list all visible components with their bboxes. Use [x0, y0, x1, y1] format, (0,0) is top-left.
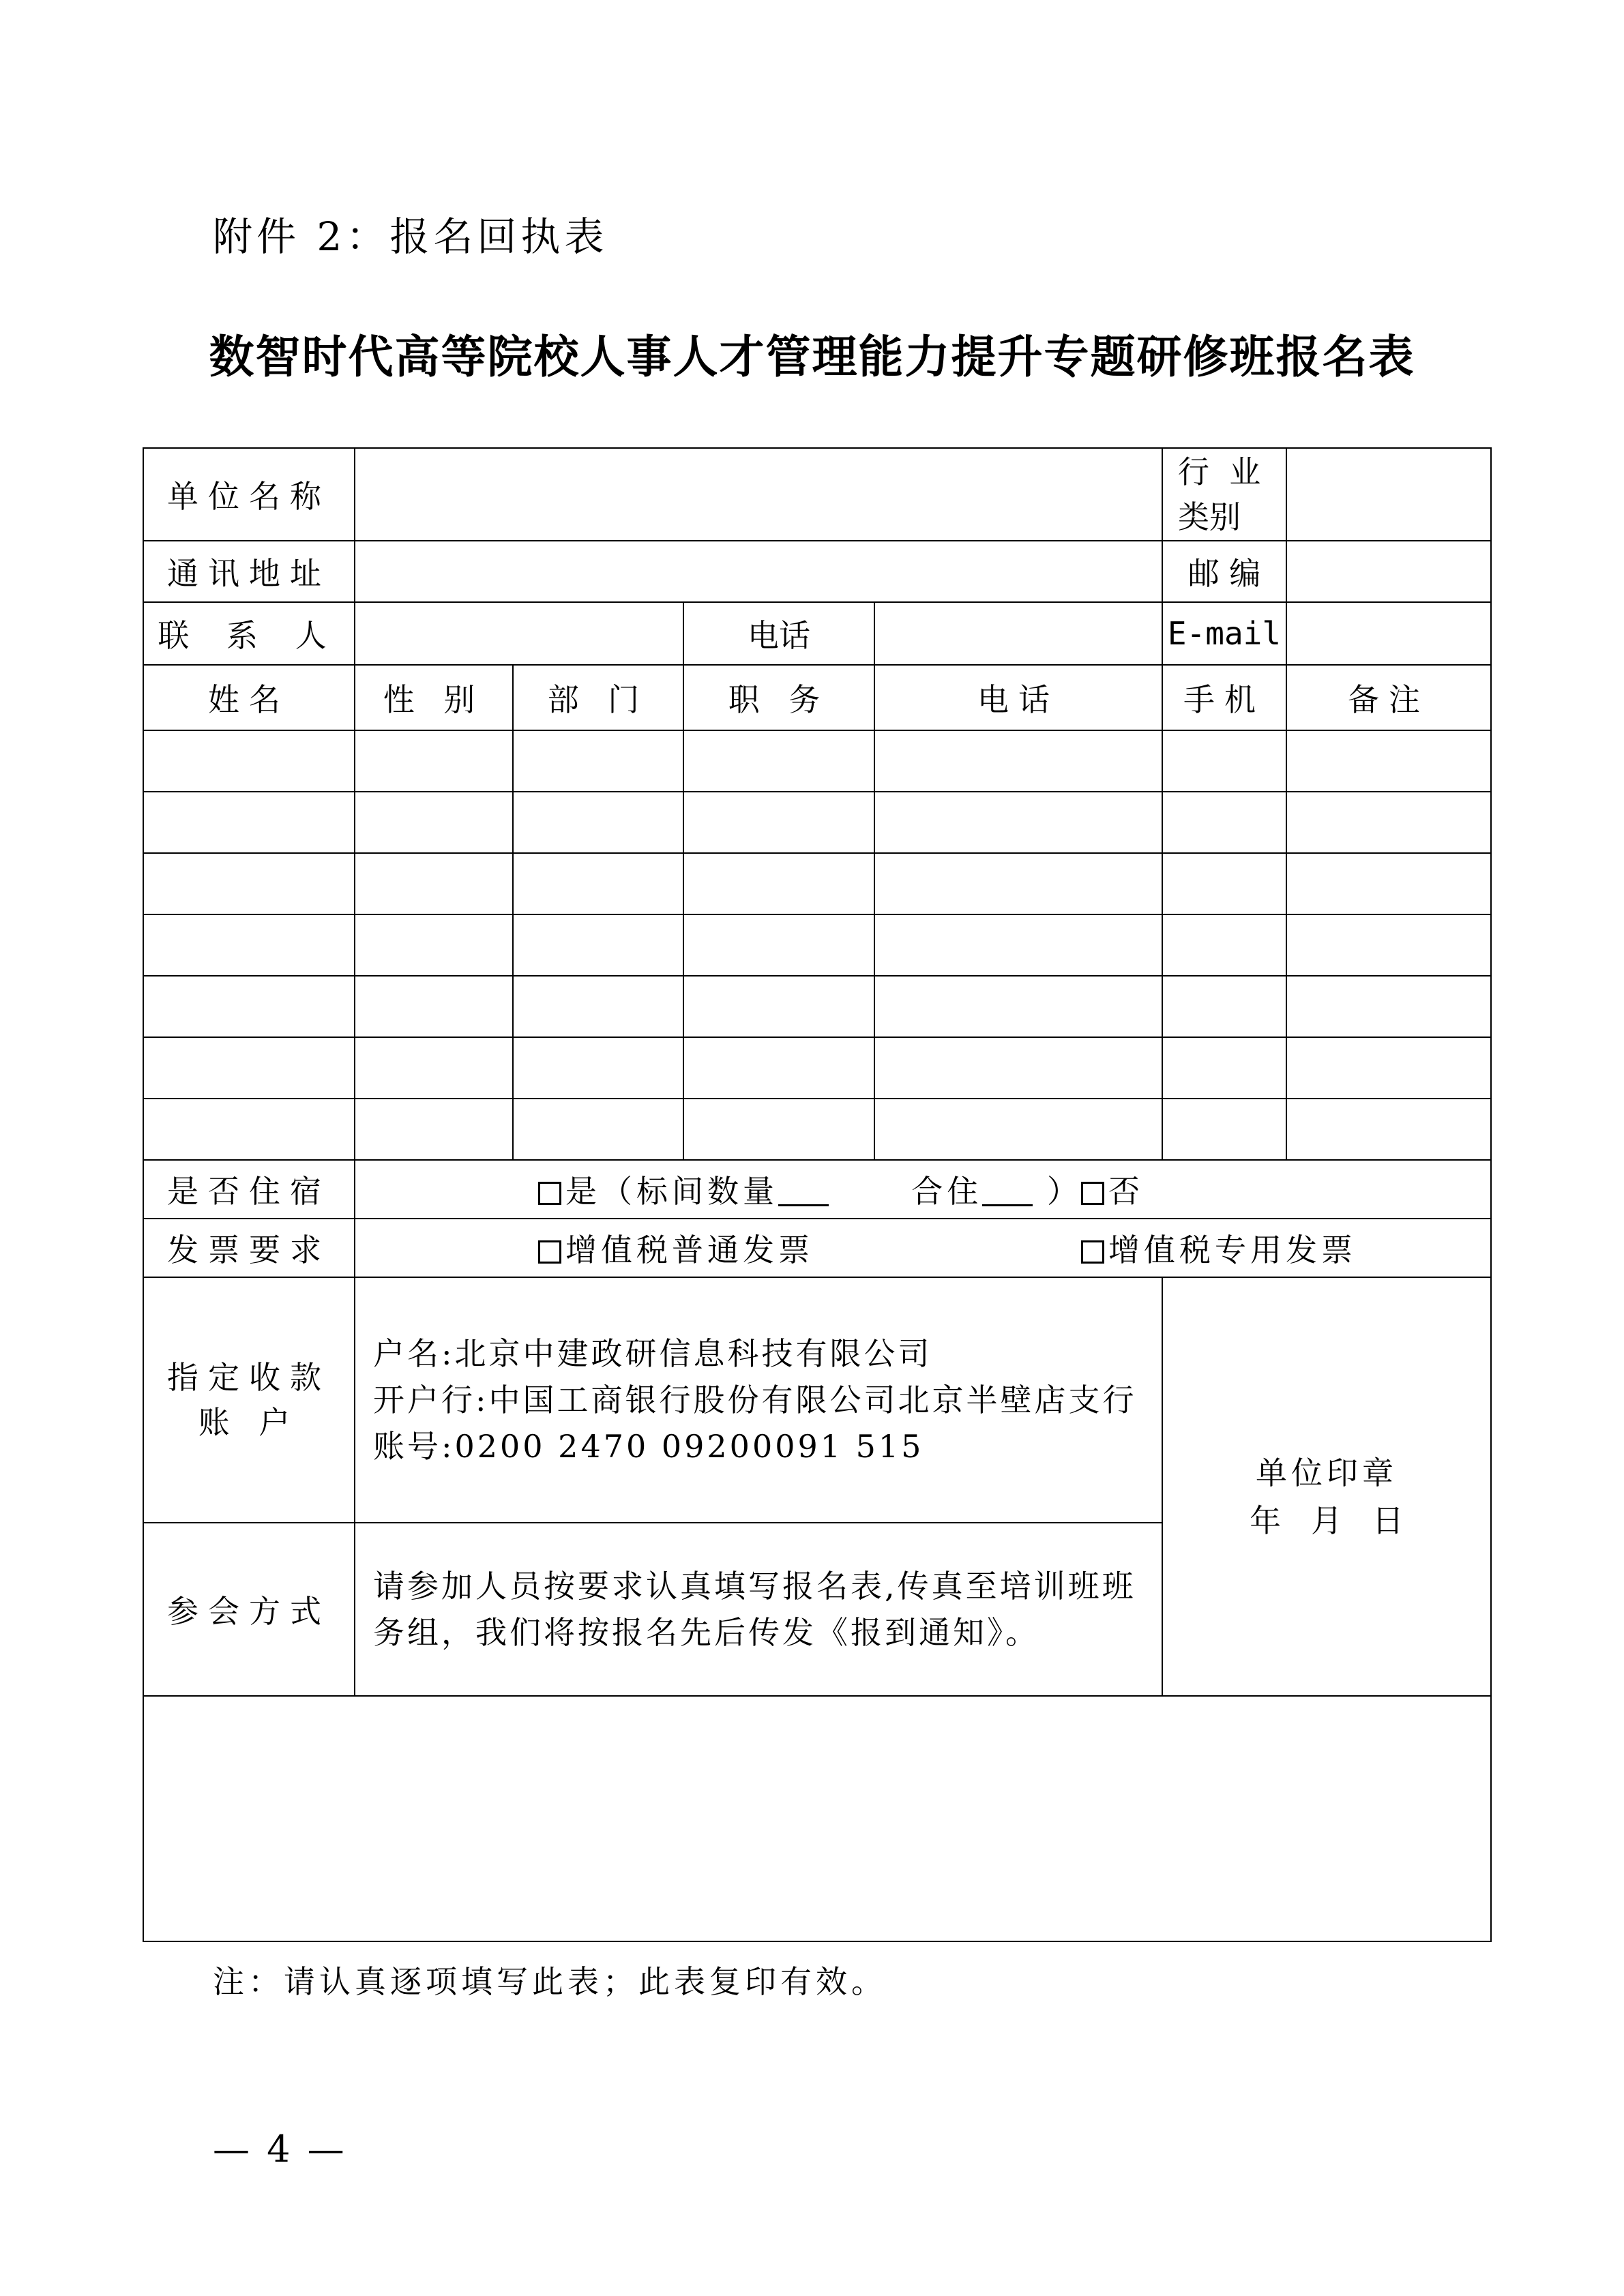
- remarks-cell[interactable]: [1286, 914, 1491, 976]
- invoice-special-label: 增值税专用发票: [1108, 1232, 1357, 1268]
- page-number: — 4 —: [213, 2128, 347, 2171]
- col-header-mobile: 手机: [1162, 665, 1286, 730]
- footer-note: 注：请认真逐项填写此表；此表复印有效。: [213, 1963, 887, 2000]
- extra-notes-area[interactable]: [143, 1696, 1491, 1941]
- name-cell[interactable]: [143, 730, 355, 792]
- address-label: 通讯地址: [143, 541, 355, 602]
- unit-name-field[interactable]: [355, 448, 1162, 541]
- mobile-cell[interactable]: [1162, 914, 1286, 976]
- department-cell[interactable]: [513, 1037, 683, 1099]
- department-cell[interactable]: [513, 976, 683, 1037]
- seal-date: 年 月 日: [1250, 1502, 1404, 1539]
- postcode-field[interactable]: [1286, 541, 1491, 602]
- mobile-cell[interactable]: [1162, 1099, 1286, 1160]
- account-info: [355, 1277, 1162, 1523]
- lodging-options: [355, 1160, 1491, 1219]
- name-cell[interactable]: [143, 1037, 355, 1099]
- col-header-department: 部 门: [513, 665, 683, 730]
- meeting-method-label: 参会方式: [143, 1523, 355, 1696]
- phone-cell[interactable]: [874, 1037, 1162, 1099]
- share-count-field[interactable]: [982, 1180, 1033, 1206]
- col-header-remarks: 备注: [1286, 665, 1491, 730]
- remarks-cell[interactable]: [1286, 730, 1491, 792]
- name-cell[interactable]: [143, 976, 355, 1037]
- department-cell[interactable]: [513, 1099, 683, 1160]
- mobile-cell[interactable]: [1162, 853, 1286, 914]
- seal-label: 单位印章: [1256, 1455, 1398, 1491]
- account-number: 账号:0200 2470 09200091 515: [373, 1428, 924, 1465]
- remarks-cell[interactable]: [1286, 792, 1491, 853]
- registration-form-table: [143, 447, 1492, 1942]
- lodging-no-checkbox[interactable]: [1081, 1182, 1104, 1205]
- unit-name-label: 单位名称: [143, 448, 355, 541]
- form-title: 数智时代高等院校人事人才管理能力提升专题研修班报名表: [209, 331, 1415, 383]
- email-label: E-mail: [1162, 602, 1286, 665]
- invoice-normal-label: 增值税普通发票: [565, 1232, 814, 1268]
- attachment-label: 附件 2：报名回执表: [213, 213, 608, 260]
- mobile-cell[interactable]: [1162, 1037, 1286, 1099]
- position-cell[interactable]: [683, 853, 874, 914]
- table-row: [143, 853, 1491, 914]
- name-cell[interactable]: [143, 792, 355, 853]
- meeting-method-text: 请参加人员按要求认真填写报名表,传真至培训班班务组，我们将按报名先后传发《报到通知》。: [355, 1523, 1162, 1696]
- invoice-label: 发票要求: [143, 1219, 355, 1277]
- phone-cell[interactable]: [874, 730, 1162, 792]
- remarks-cell[interactable]: [1286, 976, 1491, 1037]
- department-cell[interactable]: [513, 792, 683, 853]
- phone-cell[interactable]: [874, 853, 1162, 914]
- phone-cell[interactable]: [874, 976, 1162, 1037]
- contact-field[interactable]: [355, 602, 683, 665]
- remarks-cell[interactable]: [1286, 1037, 1491, 1099]
- name-cell[interactable]: [143, 1099, 355, 1160]
- table-row: [143, 730, 1491, 792]
- account-holder: 户名:北京中建政研信息科技有限公司: [373, 1335, 932, 1372]
- address-field[interactable]: [355, 541, 1162, 602]
- email-field[interactable]: [1286, 602, 1491, 665]
- phone-field[interactable]: [874, 602, 1162, 665]
- position-cell[interactable]: [683, 1037, 874, 1099]
- lodging-no-label: 否: [1108, 1173, 1144, 1210]
- lodging-yes-label: 是（标间数量: [565, 1173, 778, 1210]
- gender-cell[interactable]: [355, 1099, 513, 1160]
- mobile-cell[interactable]: [1162, 792, 1286, 853]
- postcode-label: 邮 编: [1162, 541, 1286, 602]
- lodging-yes-checkbox[interactable]: [538, 1182, 561, 1205]
- col-header-gender: 性 别: [355, 665, 513, 730]
- phone-cell[interactable]: [874, 792, 1162, 853]
- table-row: [143, 914, 1491, 976]
- position-cell[interactable]: [683, 792, 874, 853]
- remarks-cell[interactable]: [1286, 853, 1491, 914]
- lodging-close-paren: ）: [1046, 1173, 1082, 1210]
- account-bank: 开户行:中国工商银行股份有限公司北京半壁店支行: [373, 1382, 1137, 1418]
- phone-cell[interactable]: [874, 1099, 1162, 1160]
- position-cell[interactable]: [683, 976, 874, 1037]
- phone-cell[interactable]: [874, 914, 1162, 976]
- col-header-position: 职 务: [683, 665, 874, 730]
- position-cell[interactable]: [683, 914, 874, 976]
- col-header-phone: 电话: [874, 665, 1162, 730]
- gender-cell[interactable]: [355, 730, 513, 792]
- gender-cell[interactable]: [355, 976, 513, 1037]
- department-cell[interactable]: [513, 730, 683, 792]
- gender-cell[interactable]: [355, 792, 513, 853]
- table-row: [143, 1099, 1491, 1160]
- col-header-name: 姓名: [143, 665, 355, 730]
- table-row: [143, 976, 1491, 1037]
- position-cell[interactable]: [683, 1099, 874, 1160]
- department-cell[interactable]: [513, 914, 683, 976]
- industry-label: 行 业 类别: [1162, 448, 1286, 541]
- lodging-share-label: 合住: [911, 1173, 983, 1210]
- unit-seal-area[interactable]: [1162, 1277, 1491, 1696]
- remarks-cell[interactable]: [1286, 1099, 1491, 1160]
- invoice-special-checkbox[interactable]: [1081, 1240, 1104, 1264]
- mobile-cell[interactable]: [1162, 976, 1286, 1037]
- name-cell[interactable]: [143, 853, 355, 914]
- table-row: [143, 792, 1491, 853]
- room-count-field[interactable]: [778, 1180, 829, 1206]
- gender-cell[interactable]: [355, 853, 513, 914]
- invoice-options: [355, 1219, 1491, 1277]
- gender-cell[interactable]: [355, 1037, 513, 1099]
- mobile-cell[interactable]: [1162, 730, 1286, 792]
- table-row: [143, 1037, 1491, 1099]
- phone-label: 电话: [683, 602, 874, 665]
- name-cell[interactable]: [143, 914, 355, 976]
- lodging-label: 是否住宿: [143, 1160, 355, 1219]
- industry-field[interactable]: [1286, 448, 1491, 541]
- position-cell[interactable]: [683, 730, 874, 792]
- contact-label: 联 系 人: [143, 602, 355, 665]
- account-label: 指定收款 账 户: [143, 1277, 355, 1523]
- department-cell[interactable]: [513, 853, 683, 914]
- invoice-normal-checkbox[interactable]: [538, 1240, 561, 1264]
- gender-cell[interactable]: [355, 914, 513, 976]
